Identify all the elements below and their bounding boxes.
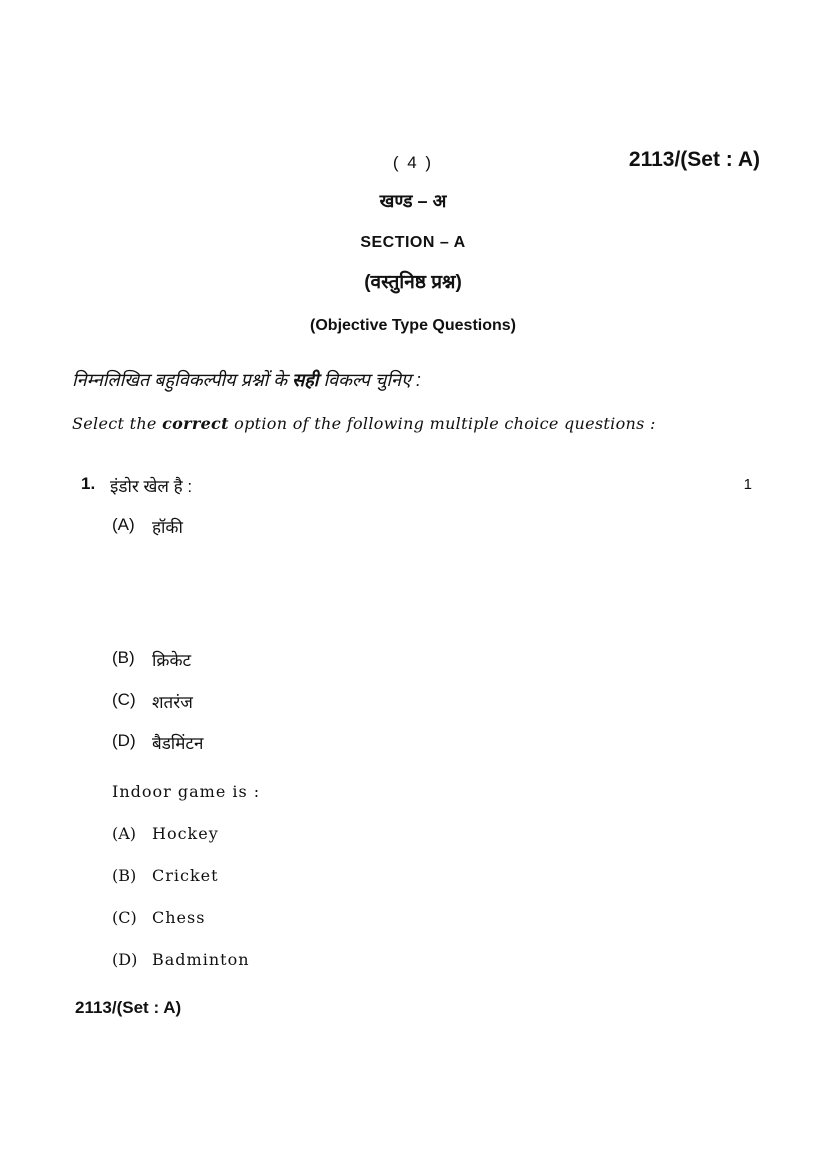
instruction-english-prefix: Select the	[72, 414, 163, 433]
question-text-english: Indoor game is :	[112, 782, 261, 801]
question-text-hindi: इंडोर खेल है :	[110, 477, 193, 496]
option-hindi-c	[0, 690, 826, 714]
section-subheading-english: (Objective Type Questions)	[310, 317, 516, 334]
option-label: (A)	[112, 824, 137, 843]
instruction-hindi-bold-word: सही	[292, 370, 319, 390]
paper-code-footer: 2113/(Set : A)	[75, 998, 182, 1017]
instruction-hindi	[72, 368, 421, 392]
instruction-hindi-prefix: निम्नलिखित बहुविकल्पीय प्रश्नों के	[72, 370, 293, 390]
option-text: Cricket	[152, 866, 219, 885]
option-english-b	[0, 866, 826, 890]
section-heading-hindi: खण्ड – अ	[379, 191, 447, 211]
option-label: (D)	[112, 950, 138, 969]
option-label: (B)	[112, 648, 135, 667]
option-label: (D)	[112, 731, 136, 750]
section-heading-english: SECTION – A	[360, 234, 466, 251]
instruction-english	[72, 414, 656, 433]
option-text: Badminton	[152, 950, 250, 969]
option-text: हॉकी	[152, 518, 183, 537]
option-english-c	[0, 908, 826, 932]
instruction-english-suffix: option of the following multiple choice questions :	[228, 414, 656, 433]
option-text: बैडमिंटन	[152, 734, 204, 753]
instruction-hindi-suffix: विकल्प चुनिए :	[318, 370, 421, 390]
option-hindi-d	[0, 731, 826, 755]
instruction-english-bold-word: correct	[162, 414, 229, 433]
question-number: 1.	[81, 474, 96, 493]
option-text: Chess	[152, 908, 206, 927]
option-text: शतरंज	[152, 693, 193, 712]
option-label: (C)	[112, 690, 136, 709]
option-label: (B)	[112, 866, 137, 885]
section-subheading-hindi: (वस्तुनिष्ठ प्रश्न)	[364, 272, 462, 293]
option-english-a	[0, 824, 826, 848]
question-marks: 1	[743, 476, 752, 493]
option-hindi-a	[0, 515, 826, 539]
option-text: क्रिकेट	[152, 651, 192, 670]
option-hindi-b	[0, 648, 826, 672]
option-label: (C)	[112, 908, 137, 927]
paper-code-header: 2113/(Set : A)	[628, 148, 760, 171]
option-text: Hockey	[152, 824, 219, 843]
page-number: ( 4 )	[392, 153, 434, 172]
option-english-d	[0, 950, 826, 974]
option-label: (A)	[112, 515, 135, 534]
